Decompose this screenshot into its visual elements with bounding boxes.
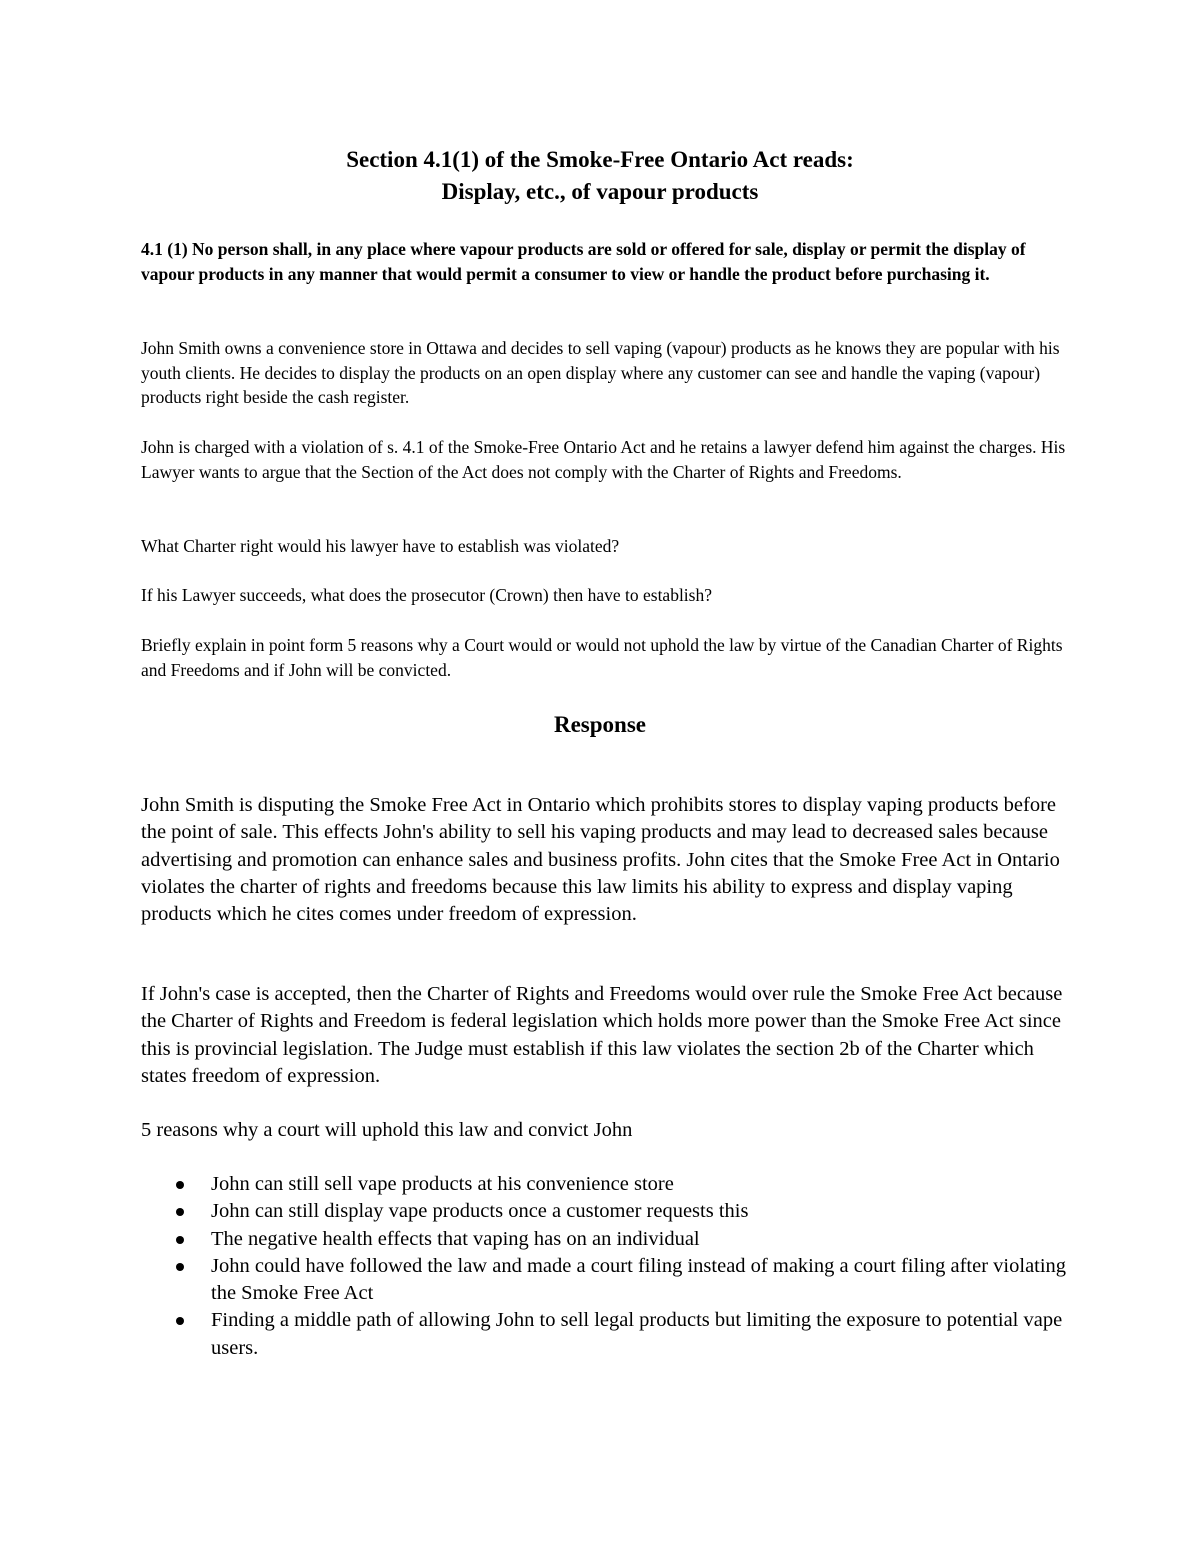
question-1: What Charter right would his lawyer have to establish was violated? bbox=[141, 536, 620, 556]
reasons-intro: 5 reasons why a court will uphold this law and convict John bbox=[141, 1119, 633, 1141]
response-paragraph-1: John Smith is disputing the Smoke Free Act in Ontario which prohibits stores to display vaping products before the point of sale. This effects John's ability to sell his vaping products and may lead to decreased sales because advertising and promotion can enhance sales and business profits. John cites that the Smoke Free Act in Ontario violates the charter of rights and freedoms because this law limits his ability to express and display vaping products which he cites comes under freedom of expression. bbox=[141, 794, 1060, 926]
question-3: Briefly explain in point form 5 reasons why a Court would or would not uphold the law by virtue of the Canadian Charter of Rights and Freedoms and if John will be convicted. bbox=[141, 635, 1063, 680]
reason-text: John can still display vape products once a customer requests this bbox=[211, 1200, 749, 1223]
document-title: Section 4.1(1) of the Smoke-Free Ontario Act reads: bbox=[346, 147, 854, 172]
scenario-paragraph-2: John is charged with a violation of s. 4.1 of the Smoke-Free Ontario Act and he retains a lawyer defend him against the charges. His Lawyer wants to argue that the Section of the Act does not comply with the Charter of Rights and Freedoms. bbox=[141, 437, 1066, 482]
bullet-icon bbox=[176, 1263, 184, 1271]
bullet-icon bbox=[176, 1181, 184, 1189]
list-item bbox=[141, 1198, 1076, 1225]
scenario-paragraph-1: John Smith owns a convenience store in Ottawa and decides to sell vaping (vapour) products as he knows they are popular with his youth clients. He decides to display the products on an open display where any customer can see and handle the vaping (vapour) products right beside the cash register. bbox=[141, 338, 1060, 408]
document-subtitle: Display, etc., of vapour products bbox=[441, 179, 759, 204]
reason-text: John can still sell vape products at his convenience store bbox=[211, 1173, 674, 1195]
statute-text: 4.1 (1) No person shall, in any place where vapour products are sold or offered for sale, display or permit the display of vapour products in any manner that would permit a consumer to view or handle the product before purchasing it. bbox=[141, 239, 1026, 284]
bullet-icon bbox=[176, 1236, 184, 1244]
reason-text: The negative health effects that vaping has on an individual bbox=[211, 1227, 700, 1250]
reason-text: Finding a middle path of allowing John to sell legal products but limiting the exposure to potential vape users. bbox=[211, 1309, 1063, 1359]
bullet-icon bbox=[176, 1317, 184, 1325]
list-item bbox=[141, 1307, 1076, 1362]
list-item bbox=[141, 1226, 1076, 1253]
bullet-icon bbox=[176, 1208, 184, 1216]
list-item bbox=[141, 1253, 1076, 1308]
question-2: If his Lawyer succeeds, what does the prosecutor (Crown) then have to establish? bbox=[141, 585, 712, 605]
response-paragraph-2: If John's case is accepted, then the Charter of Rights and Freedoms would over rule the Smoke Free Act because the Charter of Rights and Freedom is federal legislation which holds more power than the Smoke Free Act since this is provincial legislation. The Judge must establish if this law violates the section 2b of the Charter which states freedom of expression. bbox=[141, 983, 1063, 1087]
list-item bbox=[141, 1171, 1076, 1198]
reasons-list bbox=[141, 1171, 1076, 1362]
response-heading: Response bbox=[553, 712, 646, 737]
reason-text: John could have followed the law and made a court filing instead of making a court filing after violating the Smoke Free Act bbox=[211, 1254, 1067, 1305]
